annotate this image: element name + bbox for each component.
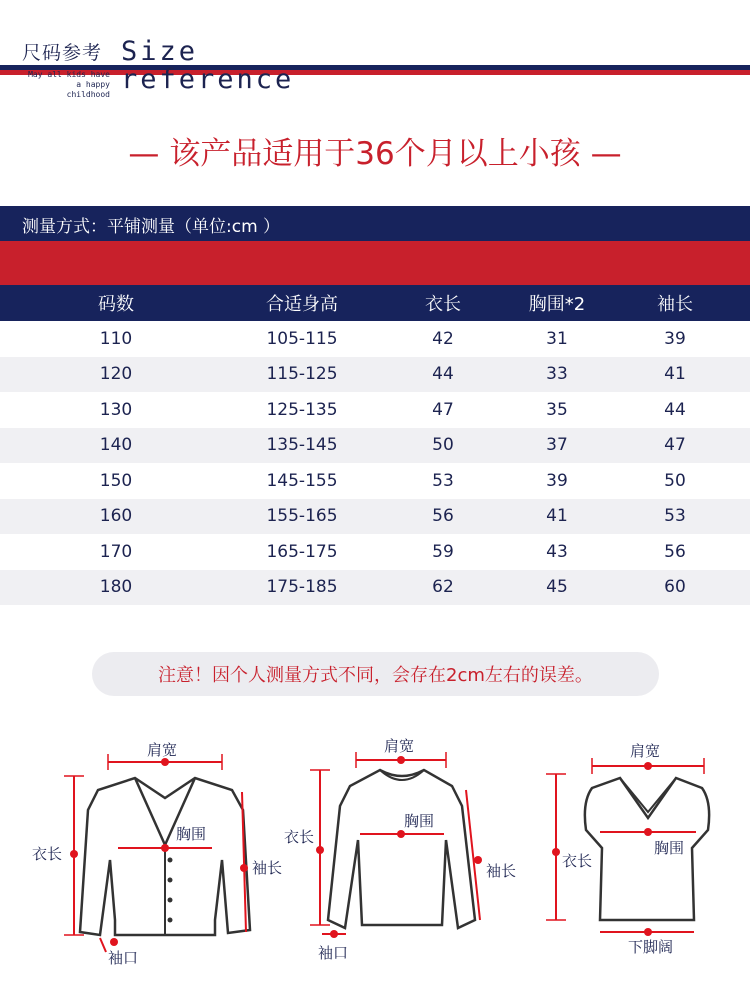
- table-row: [0, 321, 750, 357]
- table-cell: 33: [546, 364, 568, 385]
- table-cell: 37: [546, 435, 568, 456]
- table-cell: 59: [432, 541, 454, 562]
- table-cell: 120: [99, 364, 133, 385]
- marker: [644, 828, 652, 836]
- header-title-en-line1: Size: [121, 36, 199, 67]
- table-cell: 56: [432, 506, 454, 527]
- sweater-cuff-label: 袖口: [318, 944, 349, 962]
- marker: [644, 928, 652, 936]
- vest-outline: [585, 778, 709, 920]
- table-row: [0, 392, 750, 428]
- header-title-zh: 尺码参考: [22, 42, 103, 64]
- table-cell: 60: [664, 577, 686, 598]
- garment-diagrams: [0, 720, 750, 1000]
- table-row: [0, 428, 750, 464]
- table-cell: 50: [664, 470, 686, 491]
- vest-shoulder-label: 肩宽: [630, 742, 661, 760]
- table-cell: 45: [546, 577, 568, 598]
- table-row: [0, 463, 750, 499]
- table-cell: 39: [664, 328, 686, 349]
- table-cell: 56: [664, 541, 686, 562]
- sweater-chest-label: 胸围: [404, 812, 435, 830]
- marker: [644, 762, 652, 770]
- tagline-line: childhood: [66, 90, 110, 99]
- header-tagline: [28, 70, 110, 100]
- table-cell: 175-185: [266, 577, 338, 598]
- sweater-shoulder-label: 肩宽: [384, 737, 415, 755]
- cardigan-chest-label: 胸围: [176, 825, 207, 843]
- marker: [397, 756, 405, 764]
- sweater-sleeve-label: 袖长: [486, 862, 517, 880]
- table-cell: 145-155: [266, 470, 338, 491]
- table-cell: 165-175: [266, 541, 338, 562]
- header-red-stripe: [0, 70, 750, 75]
- table-cell: 41: [546, 506, 568, 527]
- table-cell: 155-165: [266, 506, 338, 527]
- table-row: [0, 499, 750, 535]
- table-cell: 125-135: [266, 399, 338, 420]
- table-cell: 110: [99, 328, 133, 349]
- age-notice-title: — 该产品适用于36个月以上小孩 —: [128, 136, 622, 172]
- table-cell: 35: [546, 399, 568, 420]
- marker: [316, 846, 324, 854]
- table-cell: 135-145: [266, 435, 338, 456]
- marker: [330, 930, 338, 938]
- table-row: [0, 570, 750, 606]
- cardigan-shoulder-label: 肩宽: [147, 741, 178, 759]
- marker: [397, 830, 405, 838]
- table-cell: 130: [99, 399, 133, 420]
- marker: [552, 848, 560, 856]
- sweater-outline: [328, 770, 475, 928]
- marker: [161, 844, 169, 852]
- table-cell: 50: [432, 435, 454, 456]
- table-cell: 53: [664, 506, 686, 527]
- measurement-error-note: 注意！因个人测量方式不同，会存在2cm左右的误差。: [92, 652, 659, 696]
- table-cell: 150: [99, 470, 133, 491]
- cardigan-cuff-line: [100, 938, 106, 952]
- table-row: [0, 357, 750, 393]
- sweater-length-label: 衣长: [284, 828, 315, 846]
- column-header: 合适身高: [266, 294, 338, 315]
- table-cell: 42: [432, 328, 454, 349]
- marker: [474, 856, 482, 864]
- tagline-line: a happy: [76, 80, 110, 89]
- tagline-line: May all kids have: [28, 70, 110, 79]
- red-band: [0, 241, 750, 285]
- column-header: 袖长: [657, 294, 693, 315]
- sweater-diagram: [284, 737, 516, 962]
- table-cell: 44: [664, 399, 686, 420]
- marker: [240, 864, 248, 872]
- table-cell: 170: [99, 541, 133, 562]
- marker: [110, 938, 118, 946]
- vest-chest-label: 胸围: [654, 839, 685, 857]
- column-header: 码数: [98, 294, 134, 315]
- cardigan-diagram: [32, 741, 282, 967]
- vest-length-label: 衣长: [562, 852, 593, 870]
- table-cell: 180: [99, 577, 133, 598]
- table-cell: 44: [432, 364, 454, 385]
- table-cell: 62: [432, 577, 454, 598]
- column-header: 衣长: [425, 294, 461, 315]
- table-cell: 53: [432, 470, 454, 491]
- table-cell: 31: [546, 328, 568, 349]
- table-body: [0, 321, 750, 605]
- table-cell: 140: [99, 435, 133, 456]
- table-cell: 43: [546, 541, 568, 562]
- table-header: [0, 285, 750, 321]
- size-table: [0, 285, 750, 605]
- vest-diagram: [546, 742, 709, 956]
- table-row: [0, 534, 750, 570]
- table-cell: 47: [432, 399, 454, 420]
- header-title-en-line2: reference: [121, 64, 295, 95]
- measurement-method-label: 测量方式：平铺测量（单位:cm ）: [22, 217, 281, 237]
- table-cell: 115-125: [266, 364, 338, 385]
- cardigan-length-label: 衣长: [32, 845, 63, 863]
- table-cell: 47: [664, 435, 686, 456]
- marker: [161, 758, 169, 766]
- marker: [70, 850, 78, 858]
- table-cell: 41: [664, 364, 686, 385]
- column-header: 胸围*2: [528, 294, 586, 315]
- cardigan-sleeve-label: 袖长: [252, 859, 283, 877]
- table-cell: 39: [546, 470, 568, 491]
- vest-hem-label: 下脚阔: [628, 938, 674, 956]
- table-cell: 160: [99, 506, 133, 527]
- cardigan-cuff-label: 袖口: [108, 949, 139, 967]
- table-cell: 105-115: [266, 328, 338, 349]
